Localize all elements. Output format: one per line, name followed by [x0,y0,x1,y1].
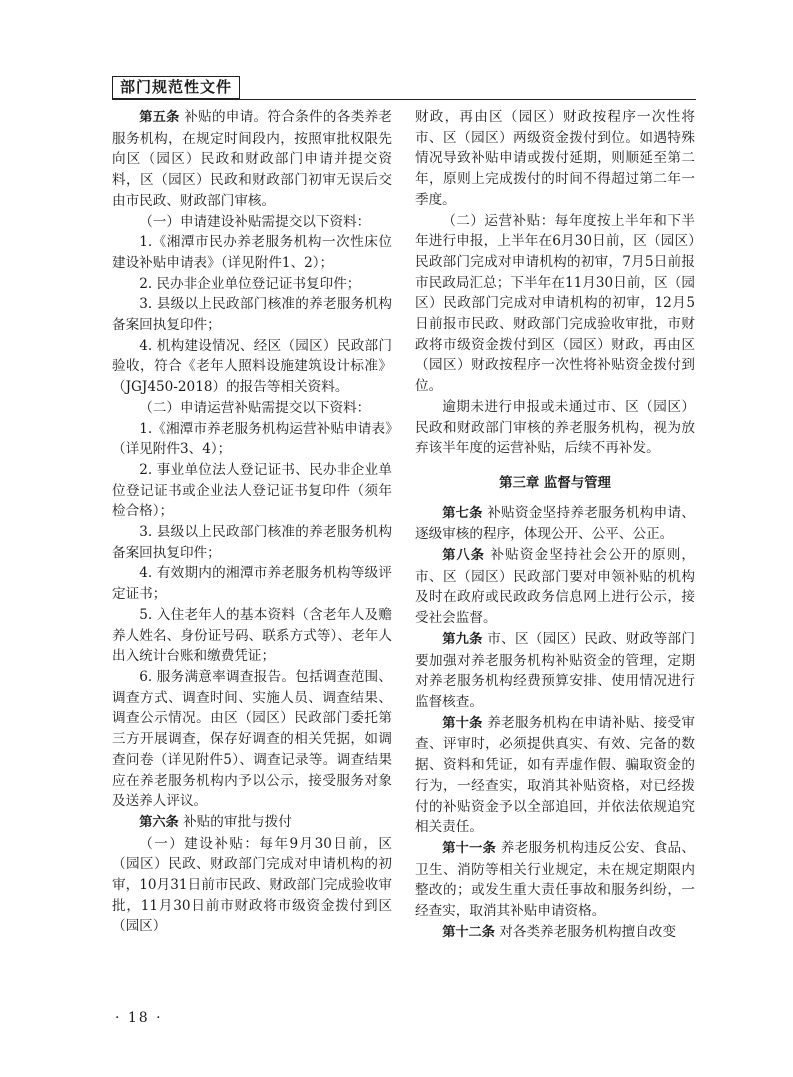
paragraph [112,667,392,812]
paragraph [112,419,392,460]
paragraph [112,336,392,398]
paragraph [112,232,392,273]
paragraph-text: 补贴的申请。符合条件的各类养老服务机构，在规定时间段内，按照审批权限先向区（园区）民政和财政部门申请并提交资料，区（园区）民政和财政部门初审无误后交由市民政、财政部门审核。 [112,109,392,209]
paragraph-text: 2. 民办非企业单位登记证书复印件； [139,275,361,292]
paragraph-text: 1.《湘潭市养老服务机构运营补贴申请表》（详见附件3、4）； [112,420,392,458]
paragraph-text: 市、区（园区）民政、财政等部门要加强对养老服务机构补贴资金的管理，定期对养老服务机构经费预算安排、使用情况进行监督核查。 [415,630,695,710]
paragraph-text: 补贴资金坚持养老服务机构申请、逐级审核的程序，体现公开、公平、公正。 [415,504,695,543]
paragraph-text: （二）运营补贴：每年度按上半年和下半年进行申报，上半年在6月30日前，区（园区）民政部门完成对申请机构的初审，7月5日前报市民政局汇总；下半年在11月30日前，区（园区）民政部门完成对申请机构的初审，12月5日前报市民政、财政部门完成验收审批，市财政将市级资金拨付到区（园区）财政，再由区（园区）财政按程序一次性将补贴资金拨付到位。 [415,212,695,395]
paragraph-text: 6. 服务满意率调查报告。包括调查范围、调查方式、调查时间、实施人员、调查结果、调查公示情况。由区（园区）民政部门委托第三方开展调查，保存好调查的相关凭据，如调查问卷（详见附件5）、调查记录等。调查结果应在养老服务机构内予以公示，接受服务对象及送养人评议。 [112,668,392,810]
paragraph [112,294,392,335]
left-text-column [112,107,392,937]
paragraph [415,503,695,545]
paragraph [415,629,695,713]
paragraph [415,713,695,838]
article-number: 第十条 [442,715,483,731]
paragraph-text: 4. 有效期内的湘潭市养老服务机构等级评定证书； [112,565,392,603]
article-number: 第五条 [139,110,180,125]
article-number: 第八条 [442,548,486,564]
paragraph-text: 1.《湘潭市民办养老服务机构一次性床位建设补贴申请表》（详见附件1、2）； [112,234,392,271]
paragraph-text: 补贴的审批与拨付 [178,813,292,830]
paragraph-text: （一）建设补贴：每年9月30日前，区（园区）民政、财政部门完成对申请机构的初审，10月31日前市民政、财政部门完成验收审批，11月30日前市财政将市级资金拨付到区（园区） [112,835,392,935]
paragraph-text: 2. 事业单位法人登记证书、民办非企业单位登记证书或企业法人登记证书复印件（须年检合格）； [112,461,392,520]
paragraph-text: 3. 县级以上民政部门核准的养老服务机构备案回执复印件； [112,296,392,334]
paragraph-text: 逾期未进行申报或未通过市、区（园区）民政和财政部门审核的养老服务机构，视为放弃该半年度的运营补贴，后续不再补发。 [415,398,695,457]
paragraph [112,563,392,604]
paragraph-text: 3. 县级以上民政部门核准的养老服务机构备案回执复印件； [112,524,392,561]
paragraph [112,460,392,522]
paragraph-text: （一）申请建设补贴需提交以下资料： [139,213,371,230]
paragraph [112,274,392,295]
paragraph-text: 养老服务机构在申请补贴、接受审查、评审时，必须提供真实、有效、完备的数据、资料和凭证，如有弄虚作假、骗取资金的行为，一经查实，取消其补贴资格，对已经拨付的补贴资金予以全部追回，并依法依规追究相关责任。 [415,714,695,836]
paragraph [112,212,392,233]
paragraph [415,211,695,397]
paragraph [112,107,392,212]
paragraph-text: 财政，再由区（园区）财政按程序一次性将市、区（园区）两级资金拨付到位。如遇特殊情况导致补贴申请或拨付延期，则顺延至第二年，原则上完成拨付的时间不得超过第二年一季度。 [415,109,695,208]
paragraph [112,522,392,563]
paragraph [112,398,392,419]
paragraph [415,107,695,211]
paragraph [415,922,695,944]
paragraph [415,545,695,629]
paragraph-text: 补贴资金坚持社会公开的原则，市、区（园区）民政部门要对申领补贴的机构及时在政府或民政政务信息网上进行公示，接受社会监督。 [415,547,696,627]
paragraph [415,838,695,922]
chapter-heading: 第三章 监督与管理 [499,475,611,491]
article-number: 第七条 [442,505,483,521]
article-number: 第十一条 [442,840,497,856]
page-number: · 18 · [115,1010,163,1026]
paragraph-text: （二）申请运营补贴需提交以下资料： [139,399,371,416]
paragraph [415,397,695,459]
paragraph-text: 4. 机构建设情况、经区（园区）民政部门验收，符合《老年人照料设施建筑设计标准》（JGJ450-2018）的报告等相关资料。 [112,337,392,396]
paragraph-text: 5. 入住老年人的基本资料（含老年人及赡养人姓名、身份证号码、联系方式等）、老年人出入统计台账和缴费凭证； [112,606,392,665]
paragraph-text: 养老服务机构违反公安、食品、卫生、消防等相关行业规定，未在规定期限内整改的；或发生重大责任事故和服务纠纷，一经查实，取消其补贴申请资格。 [415,839,696,920]
header-divider [112,99,696,100]
paragraph [112,834,392,938]
section-tag: 部门规范性文件 [112,76,240,99]
article-number: 第十二条 [442,924,495,940]
paragraph [112,605,392,667]
paragraph-text: 对各类养老服务机构擅自改变 [494,923,676,940]
right-text-column [415,107,695,943]
article-number: 第九条 [442,631,483,647]
paragraph [112,812,392,834]
article-number: 第六条 [139,814,179,830]
